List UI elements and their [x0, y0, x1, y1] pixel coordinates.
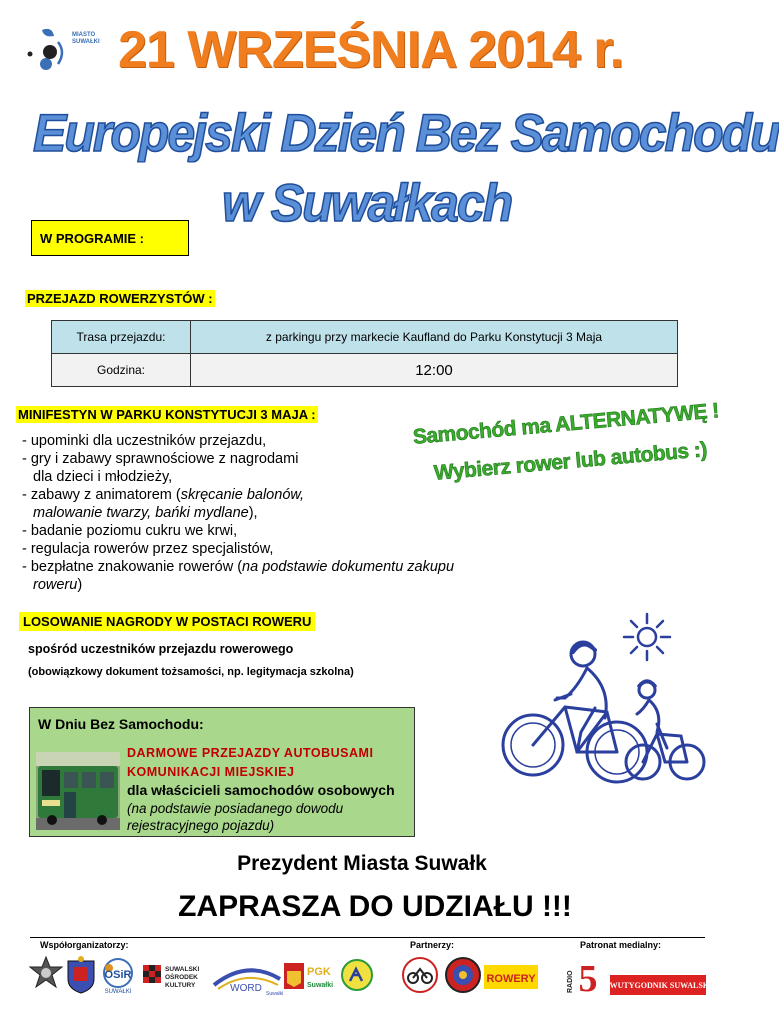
table-row: [52, 354, 678, 387]
osir-text: OSiR: [104, 969, 132, 981]
free-rides-line2: KOMUNIKACJI MIEJSKIEJ: [127, 765, 295, 779]
sok-line3: KULTURY: [165, 982, 196, 989]
word-text: WORD: [230, 983, 262, 994]
list-item: - badanie poziomu cukru we krwi,: [22, 523, 238, 539]
list-item: - regulacja rowerów przez specjalistów,: [22, 541, 274, 557]
list-item: - bezpłatne znakowanie rowerów (na podstawie dokumentu zakupu: [22, 559, 455, 575]
route-value: z parkingu przy markecie Kaufland do Parku Konstytucji 3 Maja: [191, 321, 678, 354]
word-logo: [212, 955, 282, 1000]
sok-line2: OŚRODEK: [165, 974, 198, 981]
co-organizers-label: Współorganizatorzy:: [40, 940, 129, 950]
route-label: Trasa przejazdu:: [52, 321, 191, 354]
list-item: dla dzieci i młodzieży,: [33, 469, 173, 485]
city-guard-logo: [66, 955, 96, 1000]
route-table: [51, 320, 678, 387]
city-logo-text: MIASTO SUWAŁKI: [72, 32, 100, 45]
president-text: Prezydent Miasta Suwałk: [237, 852, 487, 875]
lottery-heading: LOSOWANIE NAGRODY W POSTACI ROWERU: [19, 612, 315, 631]
cycling-club-logo: [400, 955, 440, 1000]
time-value: 12:00: [191, 354, 678, 387]
pgk-subtext: Suwałki: [307, 982, 334, 989]
list-item: - upominki dla uczestników przejazdu,: [22, 433, 267, 449]
osir-subtext: SUWAŁKI: [104, 989, 132, 995]
sun-icon: [624, 614, 670, 660]
osir-logo: [98, 955, 138, 1000]
sok-logo: [143, 955, 213, 1000]
radio-number: 5: [578, 958, 598, 1000]
basis-line2: rejestracyjnego pojazdu): [127, 818, 275, 833]
bus-info-box: [29, 707, 415, 837]
partners-label: Partnerzy:: [410, 940, 455, 950]
dwutygodnik-logo: [603, 975, 713, 1000]
police-logo: [28, 955, 64, 1000]
car-owners-text: dla właścicieli samochodów osobowych: [127, 782, 395, 798]
radio-text: RADIO: [567, 970, 574, 993]
festyn-list: [22, 432, 454, 594]
list-item: - zabawy z animatorem (skręcanie balonów,: [22, 487, 305, 503]
footer-divider: [30, 937, 705, 938]
free-rides-line1: DARMOWE PRZEJAZDY AUTOBUSAMI: [127, 746, 374, 760]
bike-club-logo: [443, 955, 483, 1000]
city-logo: [20, 22, 110, 82]
pgk-text: PGK: [307, 966, 331, 978]
event-date: 21 WRZEŚNIA 2014 r.: [118, 21, 624, 79]
bus-box-title: W Dniu Bez Samochodu:: [38, 716, 204, 732]
event-title-line2: w Suwałkach: [222, 173, 512, 233]
sok-line1: SUWALSKI: [165, 966, 200, 973]
basis-line1: (na podstawie posiadanego dowodu: [127, 801, 344, 816]
sports-logo: [340, 955, 374, 1000]
radio5-logo: [562, 955, 602, 1000]
lottery-subtitle: spośród uczestników przejazdu rowerowego: [28, 642, 294, 656]
program-label: W PROGRAMIE :: [31, 220, 189, 256]
pgk-logo: [284, 955, 338, 1000]
festyn-heading: MINIFESTYN W PARKU KONSTYTUCJI 3 MAJA :: [18, 407, 316, 422]
slogan-line2: Wybierz rower lub autobus :): [433, 438, 708, 485]
rowery-logo: [484, 955, 538, 1000]
word-subtext: Suwałki: [266, 991, 284, 997]
rowery-text: ROWERY: [486, 973, 536, 985]
dwutygodnik-text: DWUTYGODNIK SUWALSKI: [603, 981, 713, 990]
list-item: - gry i zabawy sprawnościowe z nagrodami: [22, 451, 299, 467]
invitation-text: ZAPRASZA DO UDZIAŁU !!!: [178, 890, 572, 923]
bus-photo: [36, 752, 120, 830]
ride-heading: PRZEJAZD ROWERZYSTÓW :: [27, 291, 213, 306]
cyclists-illustration: [495, 612, 710, 787]
slogan-line1: Samochód ma ALTERNATYWĘ !: [412, 399, 720, 449]
media-patronage-label: Patronat medialny:: [580, 940, 662, 950]
lottery-note: (obowiązkowy dokument tożsamości, np. legitymacja szkolna): [28, 666, 354, 678]
list-item: roweru): [33, 577, 83, 593]
list-item: malowanie twarzy, bańki mydlane),: [33, 505, 258, 521]
document-basis: [127, 800, 343, 834]
table-row: [52, 321, 678, 354]
time-label: Godzina:: [52, 354, 191, 387]
event-title-line1: Europejski Dzień Bez Samochodu: [33, 103, 779, 163]
